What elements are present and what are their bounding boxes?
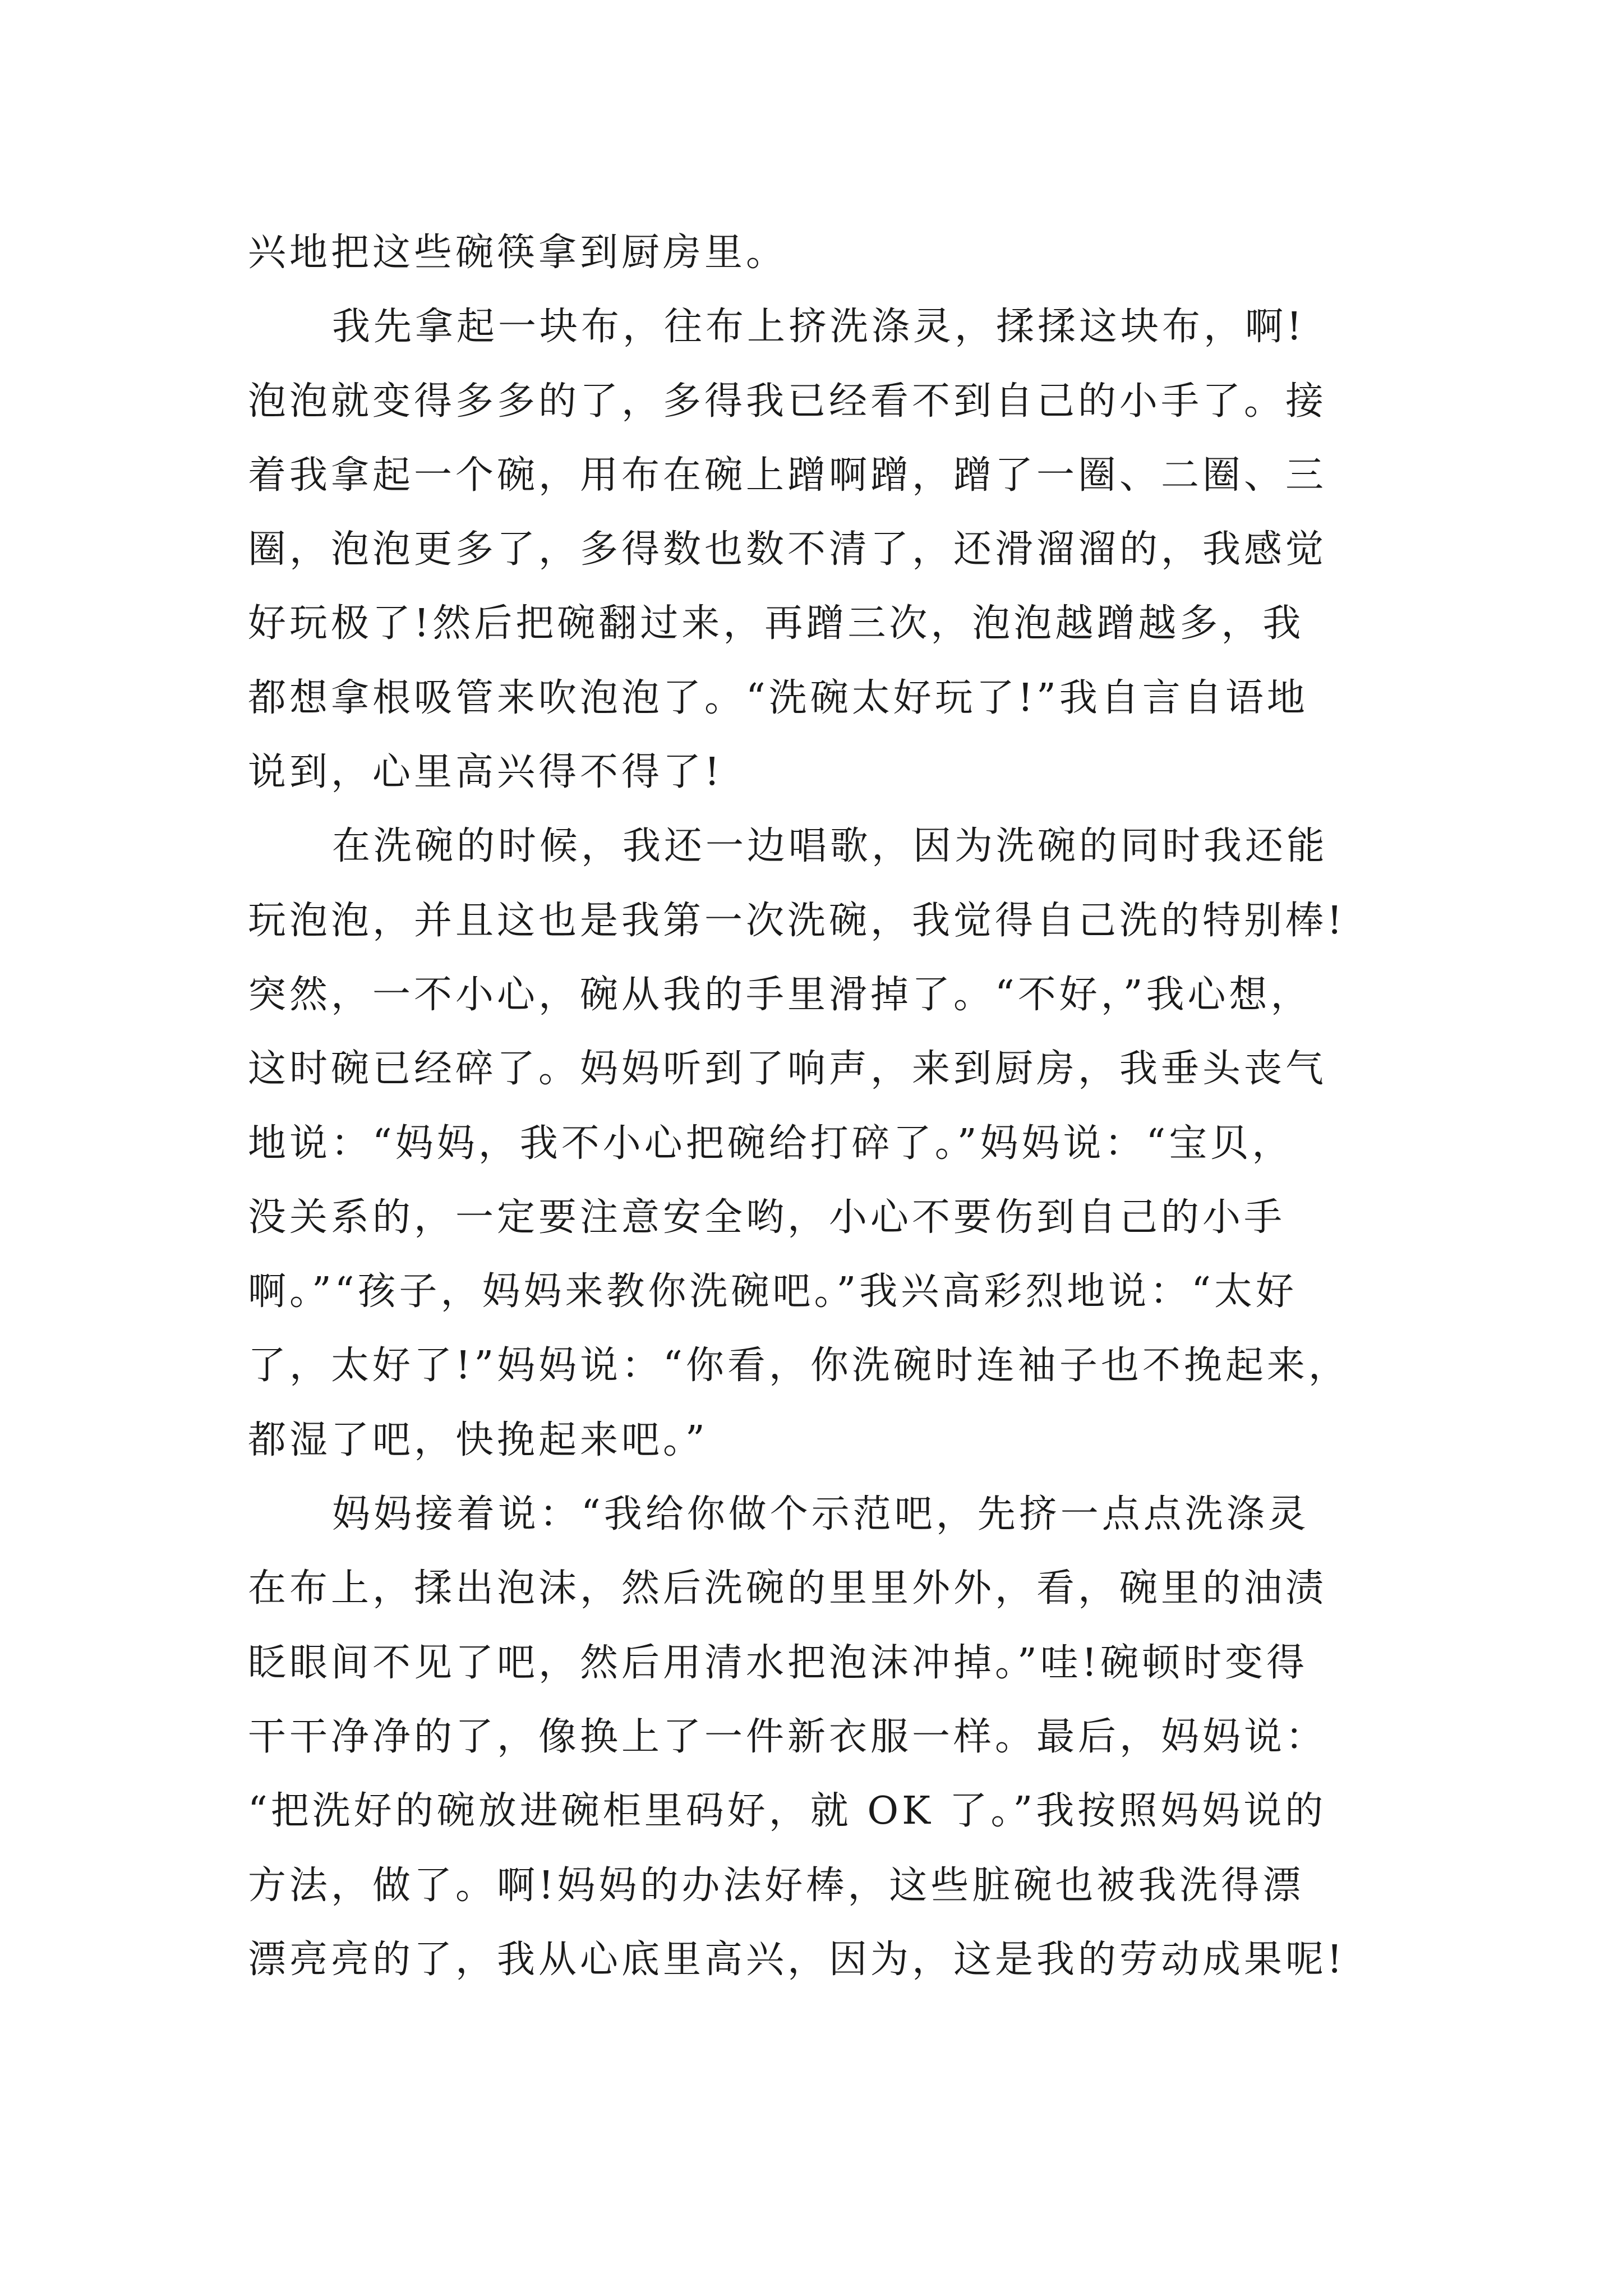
- text-line: 地说：“妈妈，我不小心把碗给打碎了。”妈妈说：“宝贝，: [248, 1121, 1294, 1166]
- text-line: 这时碗已经碎了。妈妈听到了响声，来到厨房，我垂头丧气: [248, 1047, 1327, 1092]
- text-line: 方法，做了。啊!妈妈的办法好棒，这些脏碗也被我洗得漂: [248, 1863, 1304, 1908]
- text-line: 好玩极了!然后把碗翻过来，再蹭三次，泡泡越蹭越多，我: [248, 601, 1304, 646]
- text-line: 突然，一不小心，碗从我的手里滑掉了。“不好，”我心想，: [248, 972, 1312, 1017]
- text-line: “把洗好的碗放进碗柜里码好，就 OK 了。”我按照妈妈说的: [248, 1789, 1327, 1834]
- body-text: [248, 216, 1375, 1997]
- text-line: 玩泡泡，并且这也是我第一次洗碗，我觉得自己洗的特别棒!: [248, 898, 1346, 943]
- text-line: 泡泡就变得多多的了，多得我已经看不到自己的小手了。接: [248, 379, 1327, 424]
- text-line: 眨眼间不见了吧，然后用清水把泡沫冲掉。”哇!碗顿时变得: [248, 1640, 1308, 1685]
- text-line: 都湿了吧，快挽起来吧。”: [248, 1418, 708, 1462]
- paragraph-start-line: 妈妈接着说：“我给你做个示范吧，先挤一点点洗涤灵: [332, 1492, 1310, 1537]
- text-line: 啊。”“孩子，妈妈来教你洗碗吧。”我兴高彩烈地说：“太好: [248, 1269, 1298, 1314]
- text-line: 着我拿起一个碗，用布在碗上蹭啊蹭，蹭了一圈、二圈、三: [248, 453, 1327, 498]
- text-line: 都想拿根吸管来吹泡泡了。“洗碗太好玩了!”我自言自语地: [248, 675, 1308, 720]
- text-line: 在布上，揉出泡沫，然后洗碗的里里外外，看，碗里的油渍: [248, 1566, 1327, 1611]
- text-line: 说到，心里高兴得不得了!: [248, 750, 723, 795]
- text-line: 没关系的，一定要注意安全哟，小心不要伤到自己的小手: [248, 1195, 1286, 1240]
- paragraph-start-line: 我先拿起一块布，往布上挤洗涤灵，揉揉这块布，啊!: [332, 305, 1306, 349]
- text-line: 了，太好了!”妈妈说：“你看，你洗碗时连袖子也不挽起来，: [248, 1343, 1350, 1388]
- paragraph-start-line: 在洗碗的时候，我还一边唱歌，因为洗碗的同时我还能: [332, 824, 1329, 869]
- text-line: 圈，泡泡更多了，多得数也数不清了，还滑溜溜的，我感觉: [248, 527, 1327, 572]
- text-line: 兴地把这些碗筷拿到厨房里。: [248, 231, 788, 275]
- text-line: 漂亮亮的了，我从心底里高兴，因为，这是我的劳动成果呢!: [248, 1937, 1346, 1982]
- text-line: 干干净净的了，像换上了一件新衣服一样。最后，妈妈说：: [248, 1714, 1327, 1759]
